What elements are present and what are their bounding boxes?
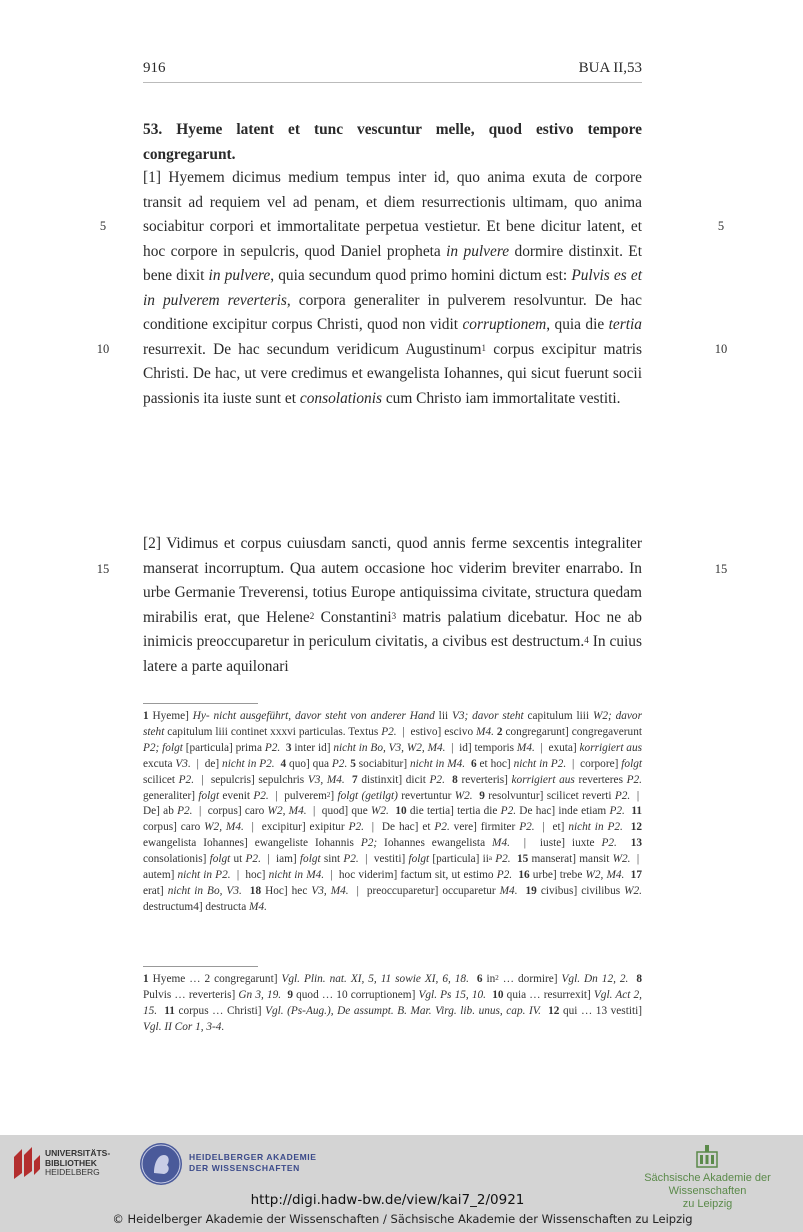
footnote-rule-2 bbox=[143, 966, 258, 967]
digitization-footer bbox=[0, 1135, 803, 1232]
running-head: BUA II,53 bbox=[578, 60, 642, 76]
line-number-10-right: 10 bbox=[714, 342, 728, 356]
critical-apparatus: 1 Hyeme] Hy- nicht ausgeführt, davor steht von anderer Hand lii V3; davor steht capitulum liii W2; davor steht capitulum liii continet xxxvi particulas. Textus P2. | estivo] escivo M4. 2 congregarunt] congregaverunt P2; folgt [particula] prima P2. 3 inter id] nicht in Bo, V3, W2, M4. | id] temporis M4. | exuta] korrigiert aus excuta V3. | de] nicht in P2. 4 quo] qua P2. 5 sociabitur] nicht in M4. 6 et hoc] nicht in P2. | corpore] folgt scilicet P2. | sepulcris] sepulchris V3, M4. 7 distinxit] dicit P2. 8 reverteris] korrigiert aus reverteres P2. generaliter] folgt evenit P2. | pulverem$^2$] folgt (getilgt) revertuntur W2. 9 resolvuntur] scilicet reverti P2. | De] ab P2. | corpus] caro W2, M4. | quod] que W2. 10 die tertia] tertia die P2. De hac] inde etiam P2. 11 corpus] caro W2, M4. | excipitur] exipitur P2. | De hac] et P2. vere] firmiter P2. | et] nicht in P2. 12 ewangelista Iohannes] ewangeliste Iohannis P2; Iohannes ewangelista M4. | iuste] iuxte P2. 13 consolationis] folgt ut P2. | iam] folgt sint P2. | vestiti] folgt [particula] $ii^a$ P2. 15 manserat] mansit W2. | autem] nicht in P2. | hoc] nicht in M4. | hoc viderim] factum sit, ut estimo P2. 16 urbe] trebe W2, M4. 17 erat] nicht in Bo, V3. 18 Hoc] hec V3, M4. | preoccuparetur] occuparetur M4. 19 civibus] civilibus W2. destructum4] destructa M4. bbox=[143, 710, 643, 913]
university-library-name: UNIVERSITÄTS- BIBLIOTHEK HEIDELBERG bbox=[45, 1148, 111, 1177]
saxon-academy-logo-icon bbox=[694, 1143, 720, 1169]
line-number-10-left: 10 bbox=[96, 342, 110, 356]
line-number-15-left: 15 bbox=[96, 562, 110, 576]
line-number-5-right: 5 bbox=[717, 219, 725, 233]
permalink-url[interactable]: http://digi.hadw-bw.de/view/kai7_2/0921 bbox=[250, 1192, 525, 1208]
copyright-notice: © Heidelberger Akademie der Wissenschaften / Sächsische Akademie der Wissenschaften zu Leipzig bbox=[112, 1212, 693, 1226]
footnote-rule bbox=[143, 703, 258, 704]
line-number-5-left: 5 bbox=[99, 219, 107, 233]
paragraph-1: [1] Hyemem dicimus medium tempus inter id, quo anima exuta de corpore transit ad requiem vel ad penam, et diem resurrectionis ultimam, quo anima sociabitur corpori et immortalitate perpetua vestietur. Et bene dicitur latent, et hoc corpore in sepulcris, quod Daniel propheta in pulvere dormire distinxit. Et bene dixit in pulvere, quia secundum quod primo homini dictum est: Pulvis es et in pulverem reverteris, corpora generaliter in pulverem resolvuntur. De hac conditione excipitur corpus Christi, quod non vidit corruptionem, quia die tertia resurrexit. De hac secundum veridicum Augustinum$^1$ corpus excipitur matris Christi. De hac, ut vere credimus et ewangelista Iohannes, qui sicut fuerunt socii passionis ita iuste sunt et consolationis cum Christo iam immortalitate vestiti. bbox=[143, 169, 642, 407]
line-number-15-right: 15 bbox=[714, 562, 728, 576]
paragraph-2: [2] Vidimus et corpus cuiusdam sancti, quod annis ferme sexcentis integraliter manserat incorruptum. Qua autem occasione hoc viderim breviter enarrabo. In urbe Germanie Treverensi, totius Europe antiquissima civitate, structura quedam mirabilis erat, que Helene$^2$ Constantini$^3$ matris palatium dicebatur. Hoc ne ab inimicis preoccuparetur in periculum civitatis, a civibus est destructum.$^4$ In cuius latere a parte aquilonari bbox=[143, 535, 642, 675]
university-library-logo-icon bbox=[10, 1143, 50, 1183]
heidelberg-academy-name: HEIDELBERGER AKADEMIE DER WISSENSCHAFTEN bbox=[189, 1152, 317, 1173]
page-number: 916 bbox=[143, 60, 166, 76]
heidelberg-academy-seal-icon bbox=[140, 1143, 182, 1185]
chapter-title: 53. Hyeme latent et tunc vescuntur melle, quod estivo tempore congregarunt. bbox=[143, 121, 642, 163]
header-rule bbox=[143, 82, 642, 83]
saxon-academy-name: Sächsische Akademie der Wissenschaften zu Leipzig bbox=[644, 1172, 771, 1210]
source-apparatus: 1 Hyeme … 2 congregarunt] Vgl. Plin. nat. XI, 5, 11 sowie XI, 6, 18. 6 $in^2$ … dormire] Vgl. Dn 12, 2. 8 Pulvis … reverteris] Gn 3, 19. 9 quod … 10 corruptionem] Vgl. Ps 15, 10. 10 quia … resurrexit] Vgl. Act 2, 15. 11 corpus … Christi] Vgl. (Ps-Aug.), De assumpt. B. Mar. Virg. lib. unus, cap. IV. 12 qui … 13 vestiti] Vgl. II Cor 1, 3-4. bbox=[143, 973, 643, 1033]
